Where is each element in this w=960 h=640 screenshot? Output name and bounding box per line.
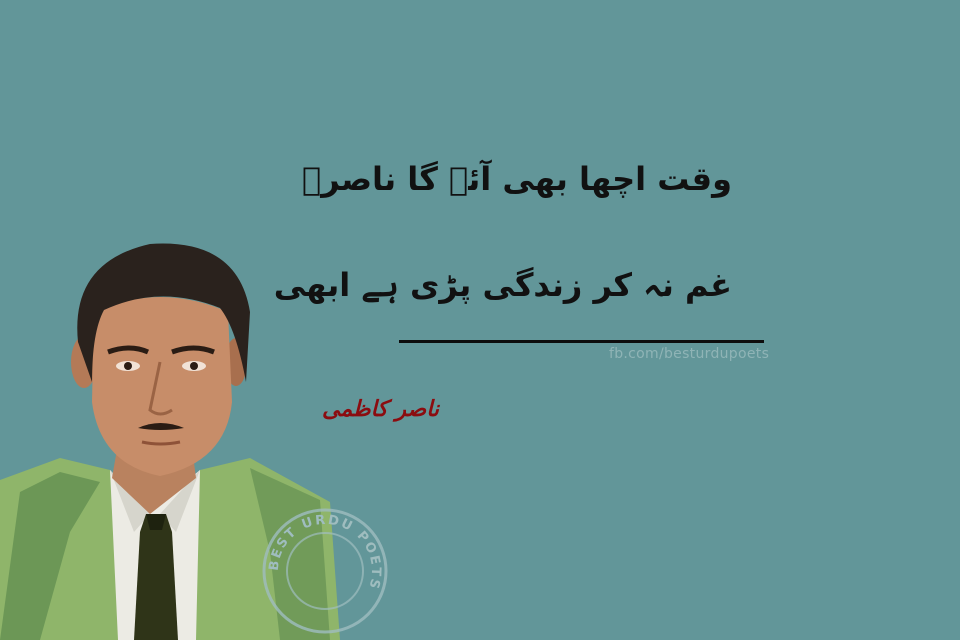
poem-line-2: غم نہ کر زندگی پڑی ہے ابھی: [273, 266, 732, 304]
poet-name: ناصر کاظمی: [322, 397, 440, 422]
watermark-url: fb.com/besturdupoets: [609, 346, 770, 362]
seal-text: BEST URDU POETS: [266, 512, 384, 592]
poem-line-1: وقت اچھا بھی آئے گا ناصرؔ: [302, 160, 732, 198]
watermark-seal: [260, 506, 390, 636]
divider-line: [399, 340, 764, 343]
